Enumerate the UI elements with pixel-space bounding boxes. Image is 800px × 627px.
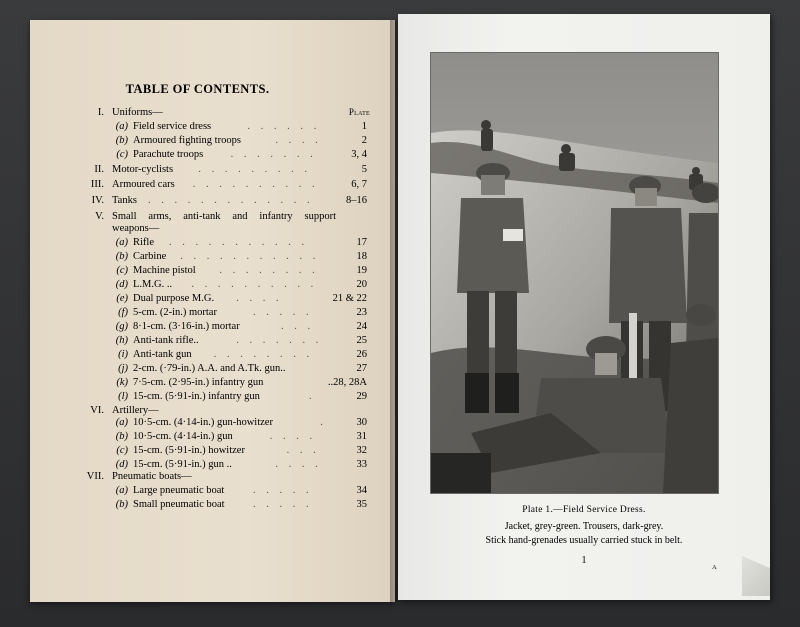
toc-entry bbox=[0, 376, 395, 390]
toc-entry-label: Large pneumatic boat bbox=[133, 485, 225, 496]
toc-entry bbox=[0, 163, 395, 177]
toc-entry bbox=[0, 134, 395, 148]
toc-subsection-letter: (a) bbox=[115, 485, 128, 496]
toc-dot-leader: . bbox=[309, 391, 316, 402]
toc-plate-number: 25 bbox=[356, 335, 367, 346]
toc-entry-label: Carbine bbox=[133, 251, 167, 262]
toc-subsection-letter: (b) bbox=[115, 251, 128, 262]
toc-dot-leader: . . . . . . . . . . . bbox=[169, 237, 309, 248]
toc-dot-leader: . . . . bbox=[275, 459, 322, 470]
toc-subsection-letter: (h) bbox=[115, 335, 128, 346]
plate-caption-line-2: Stick hand-grenades usually carried stuck in belt. bbox=[485, 535, 683, 546]
toc-subsection-letter: (j) bbox=[118, 363, 128, 374]
toc-entry bbox=[0, 334, 395, 348]
toc-entry-label: 10·5-cm. (4·14-in.) gun bbox=[133, 431, 233, 442]
toc-subsection-letter: (a) bbox=[115, 417, 128, 428]
toc-dot-leader: . . . . . . . . bbox=[213, 349, 314, 360]
toc-dot-leader: . . . . . . . bbox=[230, 149, 317, 160]
toc-section-numeral: IV. bbox=[91, 195, 104, 206]
toc-entry bbox=[0, 292, 395, 306]
toc-entry-label: L.M.G. .. bbox=[133, 279, 173, 290]
toc-plate-number: 18 bbox=[356, 251, 367, 262]
toc-subsection-letter: (c) bbox=[116, 265, 128, 276]
toc-dot-leader: . bbox=[320, 417, 327, 428]
toc-entry-label: 10·5-cm. (4·14-in.) gun-howitzer bbox=[133, 417, 273, 428]
toc-plate-number: 33 bbox=[356, 459, 367, 470]
toc-subsection-letter: (c) bbox=[116, 149, 128, 160]
toc-section-numeral: VI. bbox=[90, 405, 104, 416]
toc-entry bbox=[0, 320, 395, 334]
toc-entry-label: Armoured cars bbox=[112, 179, 175, 190]
toc-subsection-letter: (a) bbox=[115, 237, 128, 248]
toc-plate-number: 31 bbox=[356, 431, 367, 442]
plate-photograph bbox=[430, 52, 719, 494]
toc-section-numeral: I. bbox=[97, 107, 104, 118]
toc-subsection-letter: (i) bbox=[118, 349, 128, 360]
toc-entry bbox=[0, 222, 395, 236]
toc-plate-number: 29 bbox=[356, 391, 367, 402]
toc-entry bbox=[0, 362, 395, 376]
toc-dot-leader: . . . . . . bbox=[247, 121, 321, 132]
toc-entry bbox=[0, 264, 395, 278]
toc-plate-number: 26 bbox=[356, 349, 367, 360]
toc-subsection-letter: (a) bbox=[115, 121, 128, 132]
toc-dot-leader: . . . . bbox=[269, 431, 317, 442]
toc-dot-leader: . . . . . . . . bbox=[219, 265, 319, 276]
toc-entry-label: Tanks bbox=[112, 195, 137, 206]
toc-entry bbox=[0, 250, 395, 264]
toc-entry-label: Artillery— bbox=[112, 405, 159, 416]
toc-dot-leader: . . . . . bbox=[253, 485, 313, 496]
toc-plate-number: 24 bbox=[356, 321, 367, 332]
toc-dot-leader: . . . . . . . . . . . . . bbox=[148, 195, 314, 206]
toc-entry-label: Anti-tank gun bbox=[133, 349, 192, 360]
toc-entry-label: Rifle bbox=[133, 237, 154, 248]
toc-entry-label: Uniforms— bbox=[112, 107, 163, 118]
toc-plate-number: 30 bbox=[356, 417, 367, 428]
toc-entry bbox=[0, 106, 395, 120]
toc-section-numeral: II. bbox=[94, 164, 104, 175]
toc-entry bbox=[0, 236, 395, 250]
toc-entry-label: Anti-tank rifle.. bbox=[133, 335, 199, 346]
toc-subsection-letter: (f) bbox=[118, 307, 128, 318]
toc-entry bbox=[0, 120, 395, 134]
toc-entry bbox=[0, 470, 395, 484]
toc-section-numeral: V. bbox=[95, 211, 104, 222]
toc-subsection-letter: (d) bbox=[115, 279, 128, 290]
toc-subsection-letter: (k) bbox=[116, 377, 128, 388]
toc-entry-label: 2-cm. (·79-in.) A.A. and A.Tk. gun.. bbox=[133, 363, 286, 374]
toc-entry bbox=[0, 430, 395, 444]
plate-caption-title: Plate 1.—Field Service Dress. bbox=[522, 505, 646, 515]
toc-entry-label: 8·1-cm. (3·16-in.) mortar bbox=[133, 321, 240, 332]
toc-entry bbox=[0, 348, 395, 362]
toc-entry bbox=[0, 306, 395, 320]
plate-column-header: Plate bbox=[348, 107, 370, 117]
toc-plate-number: 5 bbox=[361, 164, 367, 175]
toc-entry bbox=[0, 278, 395, 292]
toc-plate-number: 1 bbox=[361, 121, 367, 132]
toc-plate-number: 27 bbox=[356, 363, 367, 374]
toc-subsection-letter: (b) bbox=[115, 499, 128, 510]
page-number: 1 bbox=[581, 555, 587, 566]
toc-plate-number: 23 bbox=[356, 307, 367, 318]
toc-entry-label: Small arms, anti-tank and infantry support bbox=[112, 211, 336, 222]
toc-dot-leader: . . . . . . . . . bbox=[198, 164, 312, 175]
toc-entry-label: 15-cm. (5·91-in.) infantry gun bbox=[133, 391, 260, 402]
toc-entry-label: Field service dress bbox=[133, 121, 212, 132]
toc-section-numeral: III. bbox=[90, 179, 104, 190]
toc-plate-number: 6, 7 bbox=[351, 179, 367, 190]
toc-entry-label: Small pneumatic boat bbox=[133, 499, 225, 510]
toc-section-numeral: VII. bbox=[86, 471, 104, 482]
toc-plate-number: 17 bbox=[356, 237, 367, 248]
toc-plate-number: ..28, 28A bbox=[327, 377, 367, 388]
toc-plate-number: 19 bbox=[356, 265, 367, 276]
toc-plate-number: 3, 4 bbox=[351, 149, 367, 160]
toc-entry bbox=[0, 178, 395, 192]
toc-entry bbox=[0, 444, 395, 458]
toc-dot-leader: . . . . bbox=[275, 135, 322, 146]
toc-dot-leader: . . . bbox=[281, 321, 315, 332]
toc-dot-leader: . . . . bbox=[236, 293, 283, 304]
toc-title: TABLE OF CONTENTS. bbox=[125, 82, 270, 96]
toc-dot-leader: . . . . . bbox=[253, 307, 313, 318]
toc-dot-leader: . . . . . bbox=[253, 499, 313, 510]
toc-entry-label: Dual purpose M.G. bbox=[133, 293, 215, 304]
toc-entry-label: Parachute troops bbox=[133, 149, 204, 160]
toc-subsection-letter: (e) bbox=[116, 293, 128, 304]
toc-plate-number: 8–16 bbox=[346, 195, 367, 206]
toc-dot-leader: . . . . . . . . . . bbox=[192, 179, 319, 190]
toc-dot-leader: . . . . . . . . . . bbox=[191, 279, 318, 290]
toc-subsection-letter: (c) bbox=[116, 445, 128, 456]
toc-subsection-letter: (b) bbox=[115, 431, 128, 442]
toc-plate-number: 20 bbox=[356, 279, 367, 290]
toc-entry bbox=[0, 498, 395, 512]
toc-dot-leader: . . . . . . . bbox=[236, 335, 323, 346]
toc-entry bbox=[0, 484, 395, 498]
toc-plate-number: 34 bbox=[356, 485, 367, 496]
signature-mark: A bbox=[712, 564, 717, 571]
toc-entry-label: Machine pistol bbox=[133, 265, 196, 276]
toc-plate-number: 21 & 22 bbox=[332, 293, 367, 304]
toc-entry-label: 5-cm. (2-in.) mortar bbox=[133, 307, 217, 318]
toc-entry-label: weapons— bbox=[112, 223, 160, 234]
toc-subsection-letter: (g) bbox=[115, 321, 128, 332]
toc-entry-label: 15-cm. (5·91-in.) howitzer bbox=[133, 445, 245, 456]
plate-caption-line-1: Jacket, grey-green. Trousers, dark-grey. bbox=[504, 521, 664, 532]
toc-entry bbox=[0, 390, 395, 404]
toc-dot-leader: . . . bbox=[286, 445, 320, 456]
toc-plate-number: 32 bbox=[356, 445, 367, 456]
toc-subsection-letter: (d) bbox=[115, 459, 128, 470]
soldiers-photo-illustration bbox=[431, 53, 718, 493]
toc-entry bbox=[0, 194, 395, 208]
toc-entry-label: Armoured fighting troops bbox=[133, 135, 241, 146]
toc-dot-leader: . . . . . . . . . . . bbox=[180, 251, 320, 262]
toc-plate-number: 2 bbox=[361, 135, 367, 146]
toc-entry bbox=[0, 416, 395, 430]
toc-entry-label: Motor-cyclists bbox=[112, 164, 174, 175]
toc-plate-number: 35 bbox=[356, 499, 367, 510]
toc-entry bbox=[0, 148, 395, 162]
toc-entry-label: 7·5-cm. (2·95-in.) infantry gun bbox=[133, 377, 264, 388]
toc-entry-label: Pneumatic boats— bbox=[112, 471, 192, 482]
toc-entry-label: 15-cm. (5·91-in.) gun .. bbox=[133, 459, 232, 470]
toc-subsection-letter: (l) bbox=[118, 391, 128, 402]
toc-subsection-letter: (b) bbox=[115, 135, 128, 146]
